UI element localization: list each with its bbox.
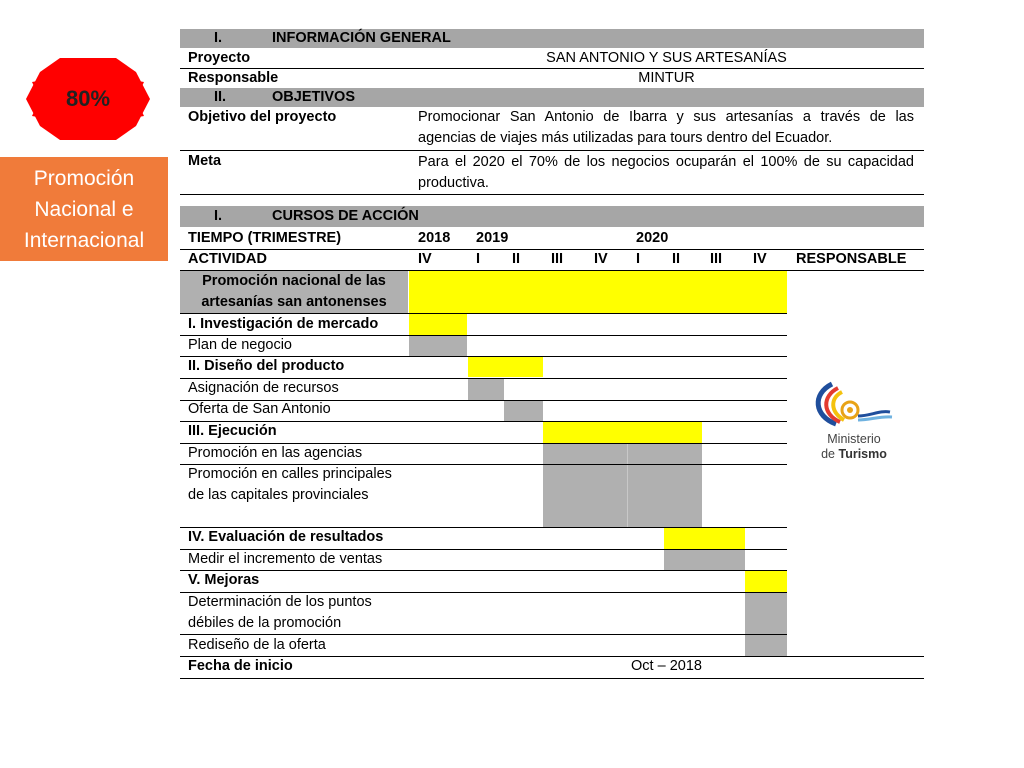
activity-row-label: Plan de negocio	[188, 337, 292, 353]
ministry-logo-line2	[806, 447, 902, 462]
quarter-col: III	[551, 251, 564, 267]
activity-row-label: Asignación de recursos	[188, 380, 339, 396]
gantt-bar	[664, 550, 745, 570]
activity-row-label: III. Ejecución	[188, 423, 277, 439]
ministry-logo-line1: Ministerio	[827, 432, 881, 446]
side-title-box	[0, 157, 168, 261]
activity-row-label: Determinación de los puntos débiles de la promoción	[188, 594, 372, 631]
gantt-bar	[745, 571, 787, 592]
divider	[180, 194, 924, 195]
objective-value: Promocionar San Antonio de Ibarra y sus artesanías a través de las agencias de viajes más utilizadas para tours dentro del Ecuador.	[418, 109, 914, 146]
objectives-header-num: II.	[214, 89, 227, 105]
goal-value: Para el 2020 el 70% de los negocios ocuparán el 100% de su capacidad productiva.	[418, 154, 914, 191]
percent-badge-label: 80%	[65, 86, 111, 111]
year-2018: 2018	[418, 230, 451, 246]
project-label: Proyecto	[188, 50, 251, 66]
time-label: TIEMPO (TRIMESTRE)	[188, 230, 342, 246]
quarter-col: II	[672, 251, 681, 267]
gantt-bar	[543, 444, 702, 527]
activity-label: ACTIVIDAD	[188, 251, 267, 267]
ministry-logo-prefix: de	[821, 447, 839, 461]
gantt-bar	[664, 528, 745, 549]
activity-row-label: Promoción en calles principales de las capitales provinciales	[188, 466, 392, 503]
general-header-title: INFORMACIÓN GENERAL	[272, 30, 451, 46]
ministry-logo-bold: Turismo	[838, 447, 887, 461]
activity-row-label: Promoción en las agencias	[188, 445, 363, 461]
activity-row-label: IV. Evaluación de resultados	[188, 529, 384, 545]
activity-row-label: V. Mejoras	[188, 572, 260, 588]
gantt-bar	[745, 635, 787, 656]
responsible-label: Responsable	[188, 70, 279, 86]
gantt-bar	[468, 379, 504, 400]
objective-label: Objetivo del proyecto	[188, 109, 337, 125]
promo-row-bar	[409, 271, 787, 313]
quarter-col: IV	[753, 251, 767, 267]
quarter-col: I	[636, 251, 641, 267]
quarter-col: IV	[418, 251, 432, 267]
percent-badge	[26, 58, 150, 140]
side-title: Promoción Nacional e Internacional	[23, 166, 145, 252]
project-value: SAN ANTONIO Y SUS ARTESANÍAS	[546, 50, 787, 66]
activity-row-label: II. Diseño del producto	[188, 358, 345, 374]
divider	[180, 678, 924, 679]
year-2019: 2019	[476, 230, 509, 246]
activity-row-label: Rediseño de la oferta	[188, 637, 326, 653]
gantt-bar	[409, 336, 467, 356]
gantt-bar	[468, 357, 543, 377]
start-date-label: Fecha de inicio	[188, 658, 293, 674]
ministry-logo-text	[806, 432, 902, 462]
gantt-bar	[504, 401, 543, 421]
gantt-bar	[543, 422, 702, 443]
divider	[180, 150, 924, 151]
responsible-value: MINTUR	[638, 70, 695, 86]
general-header-num: I.	[214, 30, 223, 46]
objectives-header-title: OBJETIVOS	[272, 89, 355, 105]
activity-row-label: Medir el incremento de ventas	[188, 551, 383, 567]
start-date-value: Oct – 2018	[631, 658, 702, 674]
promo-row-label: Promoción nacional de las artesanías san antonenses	[201, 273, 387, 310]
courses-header-title: CURSOS DE ACCIÓN	[272, 208, 419, 224]
goal-label: Meta	[188, 153, 222, 169]
gantt-bar	[409, 314, 467, 335]
year-2020: 2020	[636, 230, 669, 246]
ministry-logo-icon	[806, 376, 906, 432]
gantt-bar	[745, 593, 787, 634]
divider	[627, 444, 628, 527]
divider	[180, 570, 787, 571]
activity-row-label: I. Investigación de mercado	[188, 316, 379, 332]
courses-header-num: I.	[214, 208, 223, 224]
activity-row-label: Oferta de San Antonio	[188, 401, 331, 417]
responsible-col-label: RESPONSABLE	[796, 251, 907, 267]
quarter-col: I	[476, 251, 481, 267]
quarter-col: II	[512, 251, 521, 267]
quarter-col: III	[710, 251, 723, 267]
quarter-col: IV	[594, 251, 608, 267]
